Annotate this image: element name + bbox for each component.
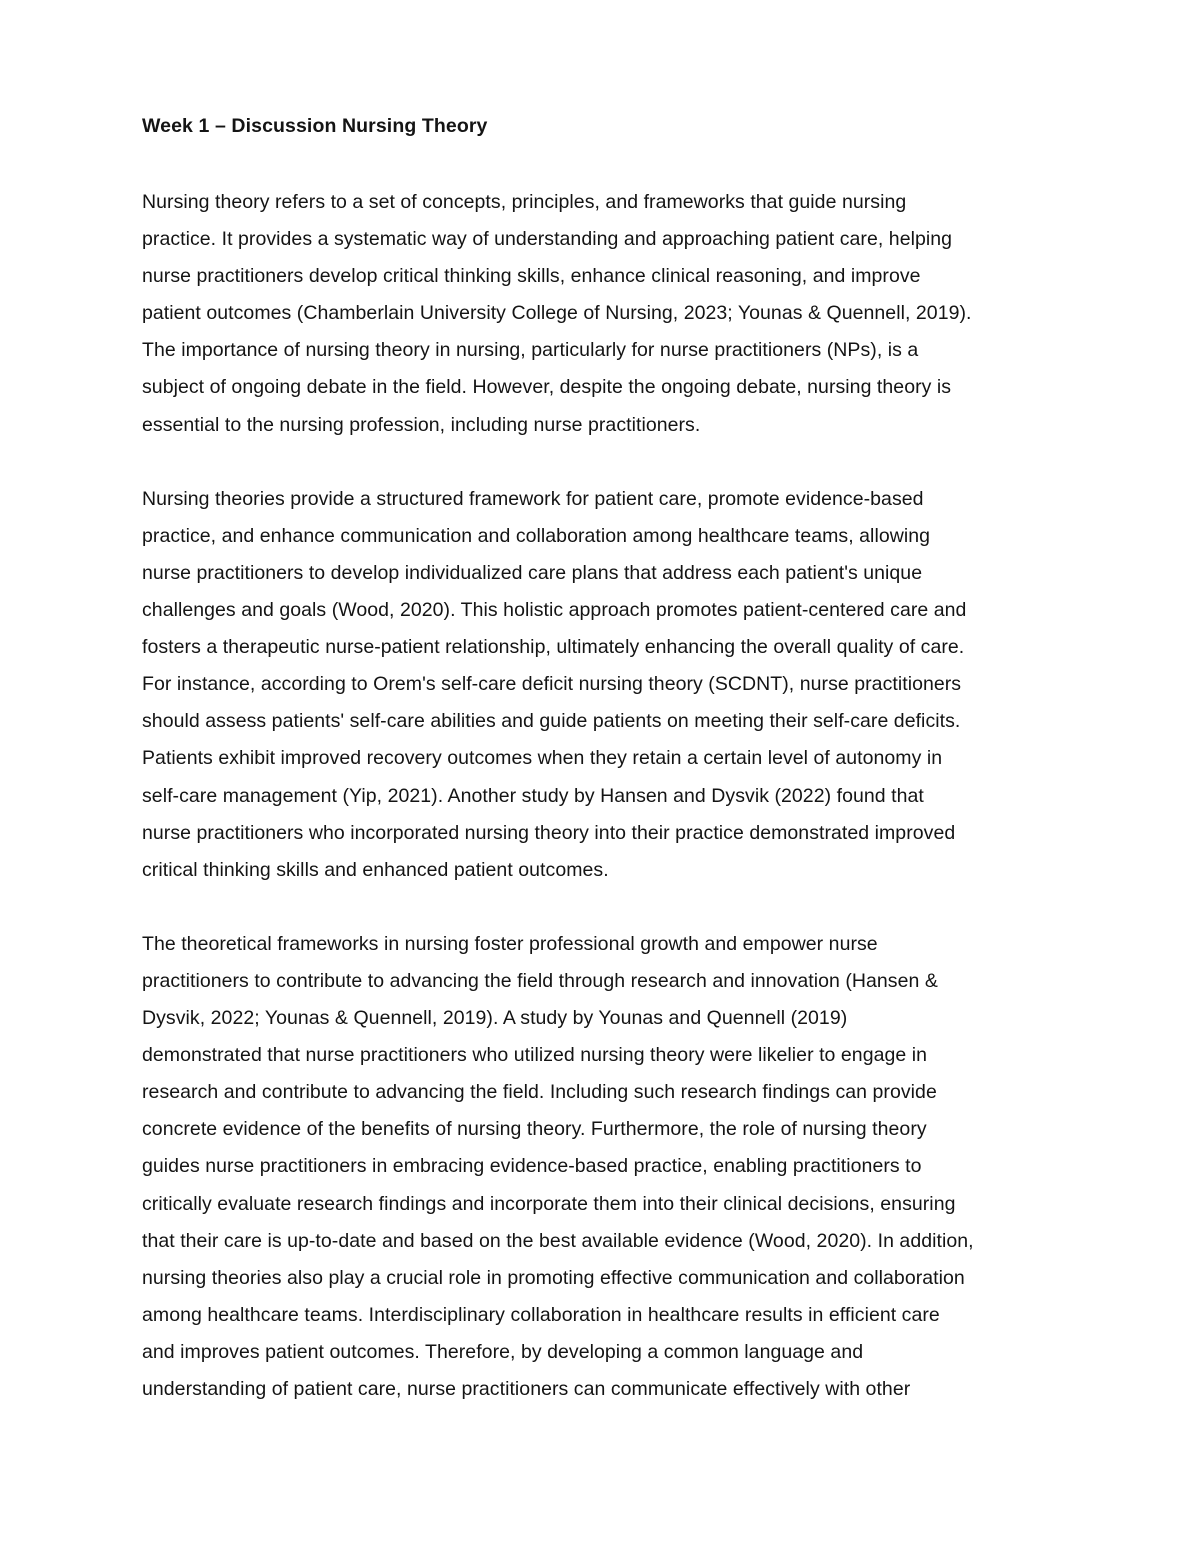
text-line: patient outcomes (Chamberlain University College of Nursing, 2023; Younas & Quennell, 2019). [142, 302, 972, 325]
text-line: The importance of nursing theory in nursing, particularly for nurse practitioners (NPs), is a [142, 339, 919, 362]
text-line: practice. It provides a systematic way of understanding and approaching patient care, helping [142, 228, 953, 251]
text-line: understanding of patient care, nurse practitioners can communicate effectively with other [142, 1378, 911, 1400]
text-line: research and contribute to advancing the field. Including such research findings can provide [142, 1081, 937, 1104]
text-line: Nursing theory refers to a set of concepts, principles, and frameworks that guide nursing [142, 191, 907, 213]
paragraph [142, 926, 1067, 1408]
text-line: fosters a therapeutic nurse-patient relationship, ultimately enhancing the overall quality of care. [142, 636, 965, 659]
text-line: that their care is up-to-date and based on the best available evidence (Wood, 2020). In addition, [142, 1229, 974, 1252]
text-line: demonstrated that nurse practitioners who utilized nursing theory were likelier to engage in [142, 1044, 928, 1067]
text-line: Dysvik, 2022; Younas & Quennell, 2019). A study by Younas and Quennell (2019) [142, 1007, 848, 1030]
text-line: practitioners to contribute to advancing the field through research and innovation (Hansen & [142, 969, 938, 992]
text-line: Nursing theories provide a structured framework for patient care, promote evidence-based [142, 487, 924, 510]
text-line: guides nurse practitioners in embracing evidence-based practice, enabling practitioners to [142, 1155, 922, 1178]
text-line: critically evaluate research findings and incorporate them into their clinical decisions, ensuring [142, 1192, 956, 1215]
text-line: among healthcare teams. Interdisciplinary collaboration in healthcare results in efficient care [142, 1303, 940, 1326]
text-line: critical thinking skills and enhanced patient outcomes. [142, 858, 609, 881]
text-line: nurse practitioners who incorporated nursing theory into their practice demonstrated improved [142, 821, 956, 844]
text-line: and improves patient outcomes. Therefore, by developing a common language and [142, 1340, 864, 1363]
text-line: The theoretical frameworks in nursing foster professional growth and empower nurse [142, 932, 878, 955]
text-line: Patients exhibit improved recovery outcomes when they retain a certain level of autonomy in [142, 747, 943, 770]
paragraph [142, 481, 1067, 889]
text-line: self-care management (Yip, 2021). Another study by Hansen and Dysvik (2022) found that [142, 784, 924, 807]
text-line: concrete evidence of the benefits of nursing theory. Furthermore, the role of nursing theory [142, 1118, 927, 1141]
document-title: Week 1 – Discussion Nursing Theory [142, 115, 488, 137]
text-line: For instance, according to Orem's self-care deficit nursing theory (SCDNT), nurse practitioners [142, 673, 962, 696]
text-line: essential to the nursing profession, including nurse practitioners. [142, 413, 701, 436]
text-line: should assess patients' self-care abilities and guide patients on meeting their self-care deficits. [142, 710, 961, 733]
text-line: challenges and goals (Wood, 2020). This holistic approach promotes patient-centered care and [142, 599, 967, 622]
text-line: nurse practitioners to develop individualized care plans that address each patient's unique [142, 561, 923, 584]
paragraph [142, 184, 1067, 444]
paragraph-container [142, 184, 1067, 1408]
text-line: nursing theories also play a crucial role in promoting effective communication and collaboration [142, 1266, 965, 1289]
text-line: nurse practitioners develop critical thinking skills, enhance clinical reasoning, and improve [142, 265, 921, 288]
document-body [142, 110, 1067, 1445]
text-line: practice, and enhance communication and collaboration among healthcare teams, allowing [142, 524, 931, 547]
text-line: subject of ongoing debate in the field. However, despite the ongoing debate, nursing theory is [142, 376, 952, 399]
